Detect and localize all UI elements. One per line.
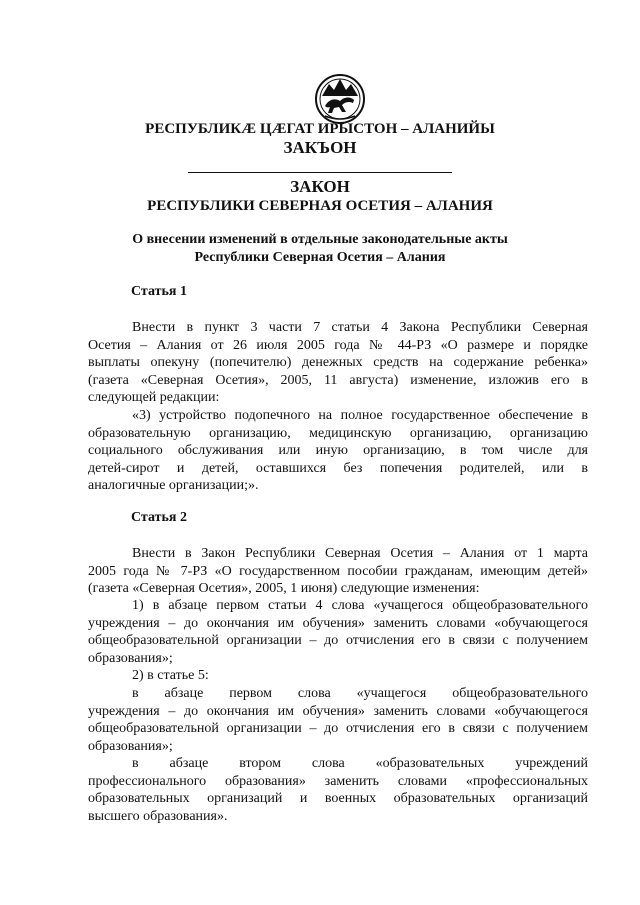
article-1-paragraph-2 [88, 407, 588, 495]
text-line: образования»; [88, 650, 173, 666]
article-1-paragraph-1 [88, 319, 588, 407]
text-line: образовательную организацию, медицинскую организацию, организацию [88, 425, 588, 441]
text-line: профессионального образования» заменить словами «профессиональных [88, 773, 588, 789]
russian-law-word: ЗАКОН [290, 177, 350, 196]
text-line: образовательных организаций и военных образовательных организаций [88, 791, 588, 807]
text-line: общеобразовательной организации – до отчисления его в связи с получением [88, 633, 588, 649]
header-divider [188, 172, 452, 173]
text-line: «3) устройство подопечного на полное государственное обеспечение в [132, 408, 588, 423]
article-2-intro [88, 545, 588, 598]
law-subject-line: Республики Северная Осетия – Алания [194, 250, 446, 265]
text-line: (газета «Северная Осетия», 2005, 11 августа) изменение, изложив его в [88, 372, 588, 388]
text-line: детей-сирот и детей, оставшихся без попечения родителей, или в [88, 460, 588, 476]
text-line: (газета «Северная Осетия», 2005, 1 июня) следующие изменения: [88, 581, 480, 597]
text-line: выплаты опекуну (попечителю) денежных средств на содержание ребенка» [88, 355, 588, 371]
text-line: учреждения – до окончания им обучения» заменить словами «обучающегося [88, 703, 588, 719]
text-line: общеобразовательной организации – до отчисления его в связи с получением [88, 721, 588, 737]
text-line: образования»; [88, 738, 173, 754]
article-2-item-2 [88, 667, 588, 685]
text-line: Внести в пункт 3 части 7 статьи 4 Закона Республики Северная [132, 320, 588, 335]
law-subject-line: О внесении изменений в отдельные законодательные акты [132, 232, 508, 247]
text-line: 2005 года № 7-РЗ «О государственном пособии гражданам, имеющим детей» [88, 563, 588, 579]
coat-of-arms-emblem [313, 72, 367, 126]
text-line: Осетия – Алания от 26 июля 2005 года № 44-РЗ «О размере и порядке [88, 337, 588, 353]
law-subject [0, 231, 640, 267]
text-line: аналогичные организации;». [88, 478, 259, 494]
russian-republic-name: РЕСПУБЛИКИ СЕВЕРНАЯ ОСЕТИЯ – АЛАНИЯ [147, 198, 493, 214]
ossetian-republic-name: РЕСПУБЛИКÆ ЦÆГАТ ИРЫСТОН – АЛАНИЙЫ [145, 121, 495, 137]
text-line: 1) в абзаце первом статьи 4 слова «учащегося общеобразовательного [132, 598, 588, 613]
text-line: социального обслуживания или иную организацию, в том числе для [88, 443, 588, 459]
text-line: в абзаце первом слова «учащегося общеобразовательного [132, 686, 588, 701]
text-line: высшего образования». [88, 808, 228, 824]
text-line: в абзаце втором слова «образовательных учреждений [132, 756, 588, 771]
article-2-item-2-paragraph-2 [88, 755, 588, 825]
text-line: учреждения – до окончания им обучения» заменить словами «обучающегося [88, 615, 588, 631]
text-line: 2) в статье 5: [132, 668, 209, 683]
article-2-item-2-paragraph-1 [88, 685, 588, 755]
article-2-title: Статья 2 [131, 510, 187, 525]
article-2-item-1 [88, 597, 588, 667]
ossetian-law-word: ЗАКЪОН [283, 138, 357, 157]
text-line: следующей редакции: [88, 390, 220, 406]
text-line: Внести в Закон Республики Северная Осетия – Алания от 1 марта [132, 546, 588, 561]
article-1-title: Статья 1 [131, 284, 187, 299]
